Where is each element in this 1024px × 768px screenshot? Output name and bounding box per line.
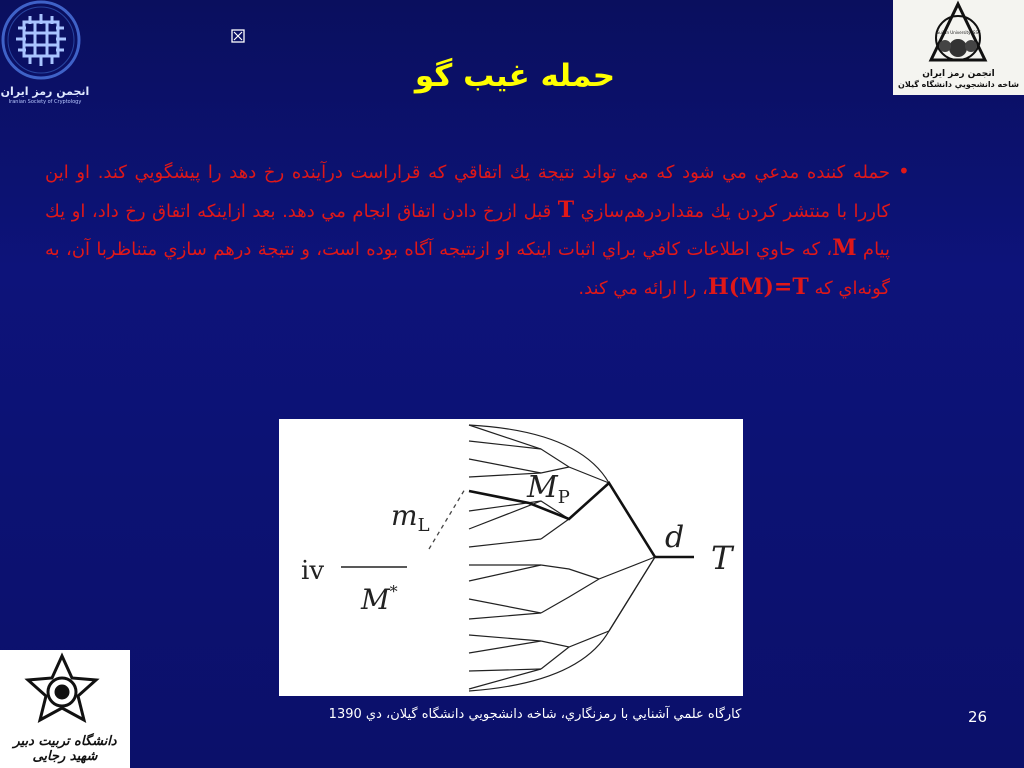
label-d: d [665, 520, 685, 555]
label-m-star: M* [361, 582, 398, 616]
logo-right-caption-2: انجمن رمز ايران [922, 69, 995, 79]
label-T: T [711, 539, 733, 577]
bullet-seg-3: ، كه حاوي اطلاعات كافي براي اثبات اينكه او ازنتيجه آگاه بوده است، و نتيجة درهم سازي متناظربا آن، به گونه‌اي كه [45, 239, 890, 299]
hash-formula: H(M)=T [707, 273, 809, 300]
star-emblem-icon [0, 650, 130, 734]
bullet-paragraph [45, 155, 890, 307]
guilan-student-branch-logo [893, 0, 1024, 95]
lattice-emblem-icon [0, 0, 90, 88]
hash-tree-svg [279, 419, 743, 696]
shahid-rajaee-university-logo [0, 650, 130, 768]
logo-right-caption-3: شاخه دانشجويي دانشگاه گيلان [898, 80, 1019, 89]
logo-left-sublabel: Iranian Society of Cryptology [8, 99, 82, 105]
iranian-cryptology-society-logo [0, 0, 90, 112]
symbol-M: M [832, 235, 857, 261]
symbol-T: T [557, 196, 575, 223]
footer-text: كارگاه علمي آشنايي با رمزنگاري، شاخه دانشجويي دانشگاه گيلان، دي 1390 [328, 707, 742, 722]
logo-left-label: انجمن رمز ایران [0, 85, 90, 98]
logo-right-caption-1: Guilan University ISSC [936, 30, 981, 35]
herding-attack-diagram [279, 419, 743, 696]
bullet-seg-4: ، را ارائه مي كند. [578, 277, 708, 299]
bullet-seg-2: قبل ازرخ دادن اتفاق انجام مي دهد. بعد ازاينكه اتفاق رخ داد، او يك پيام [45, 200, 890, 260]
page-number: 26 [968, 708, 988, 726]
bullet-icon: • [898, 159, 910, 183]
slide-title: حمله غيب گو [414, 58, 616, 94]
label-m-l: $m_L$ [391, 499, 430, 536]
checkbox-x-icon [231, 29, 245, 43]
logo-bottom-label: دانشگاه تربیت دبیر شهید رجایی [13, 734, 117, 764]
label-m-p: $M_P$ [527, 470, 570, 508]
bullet-seg-1: حمله كننده مدعي مي شود كه مي تواند نتيجة يك اتفاقي كه قراراست درآينده رخ دهد را پيشگويي كند. او اين كاررا با منتشر كردن يك مقداردرهم‌سازي [45, 162, 890, 222]
linking-edge [429, 489, 465, 549]
label-iv: iv [301, 556, 325, 586]
diamond-tree-edges [469, 425, 655, 691]
